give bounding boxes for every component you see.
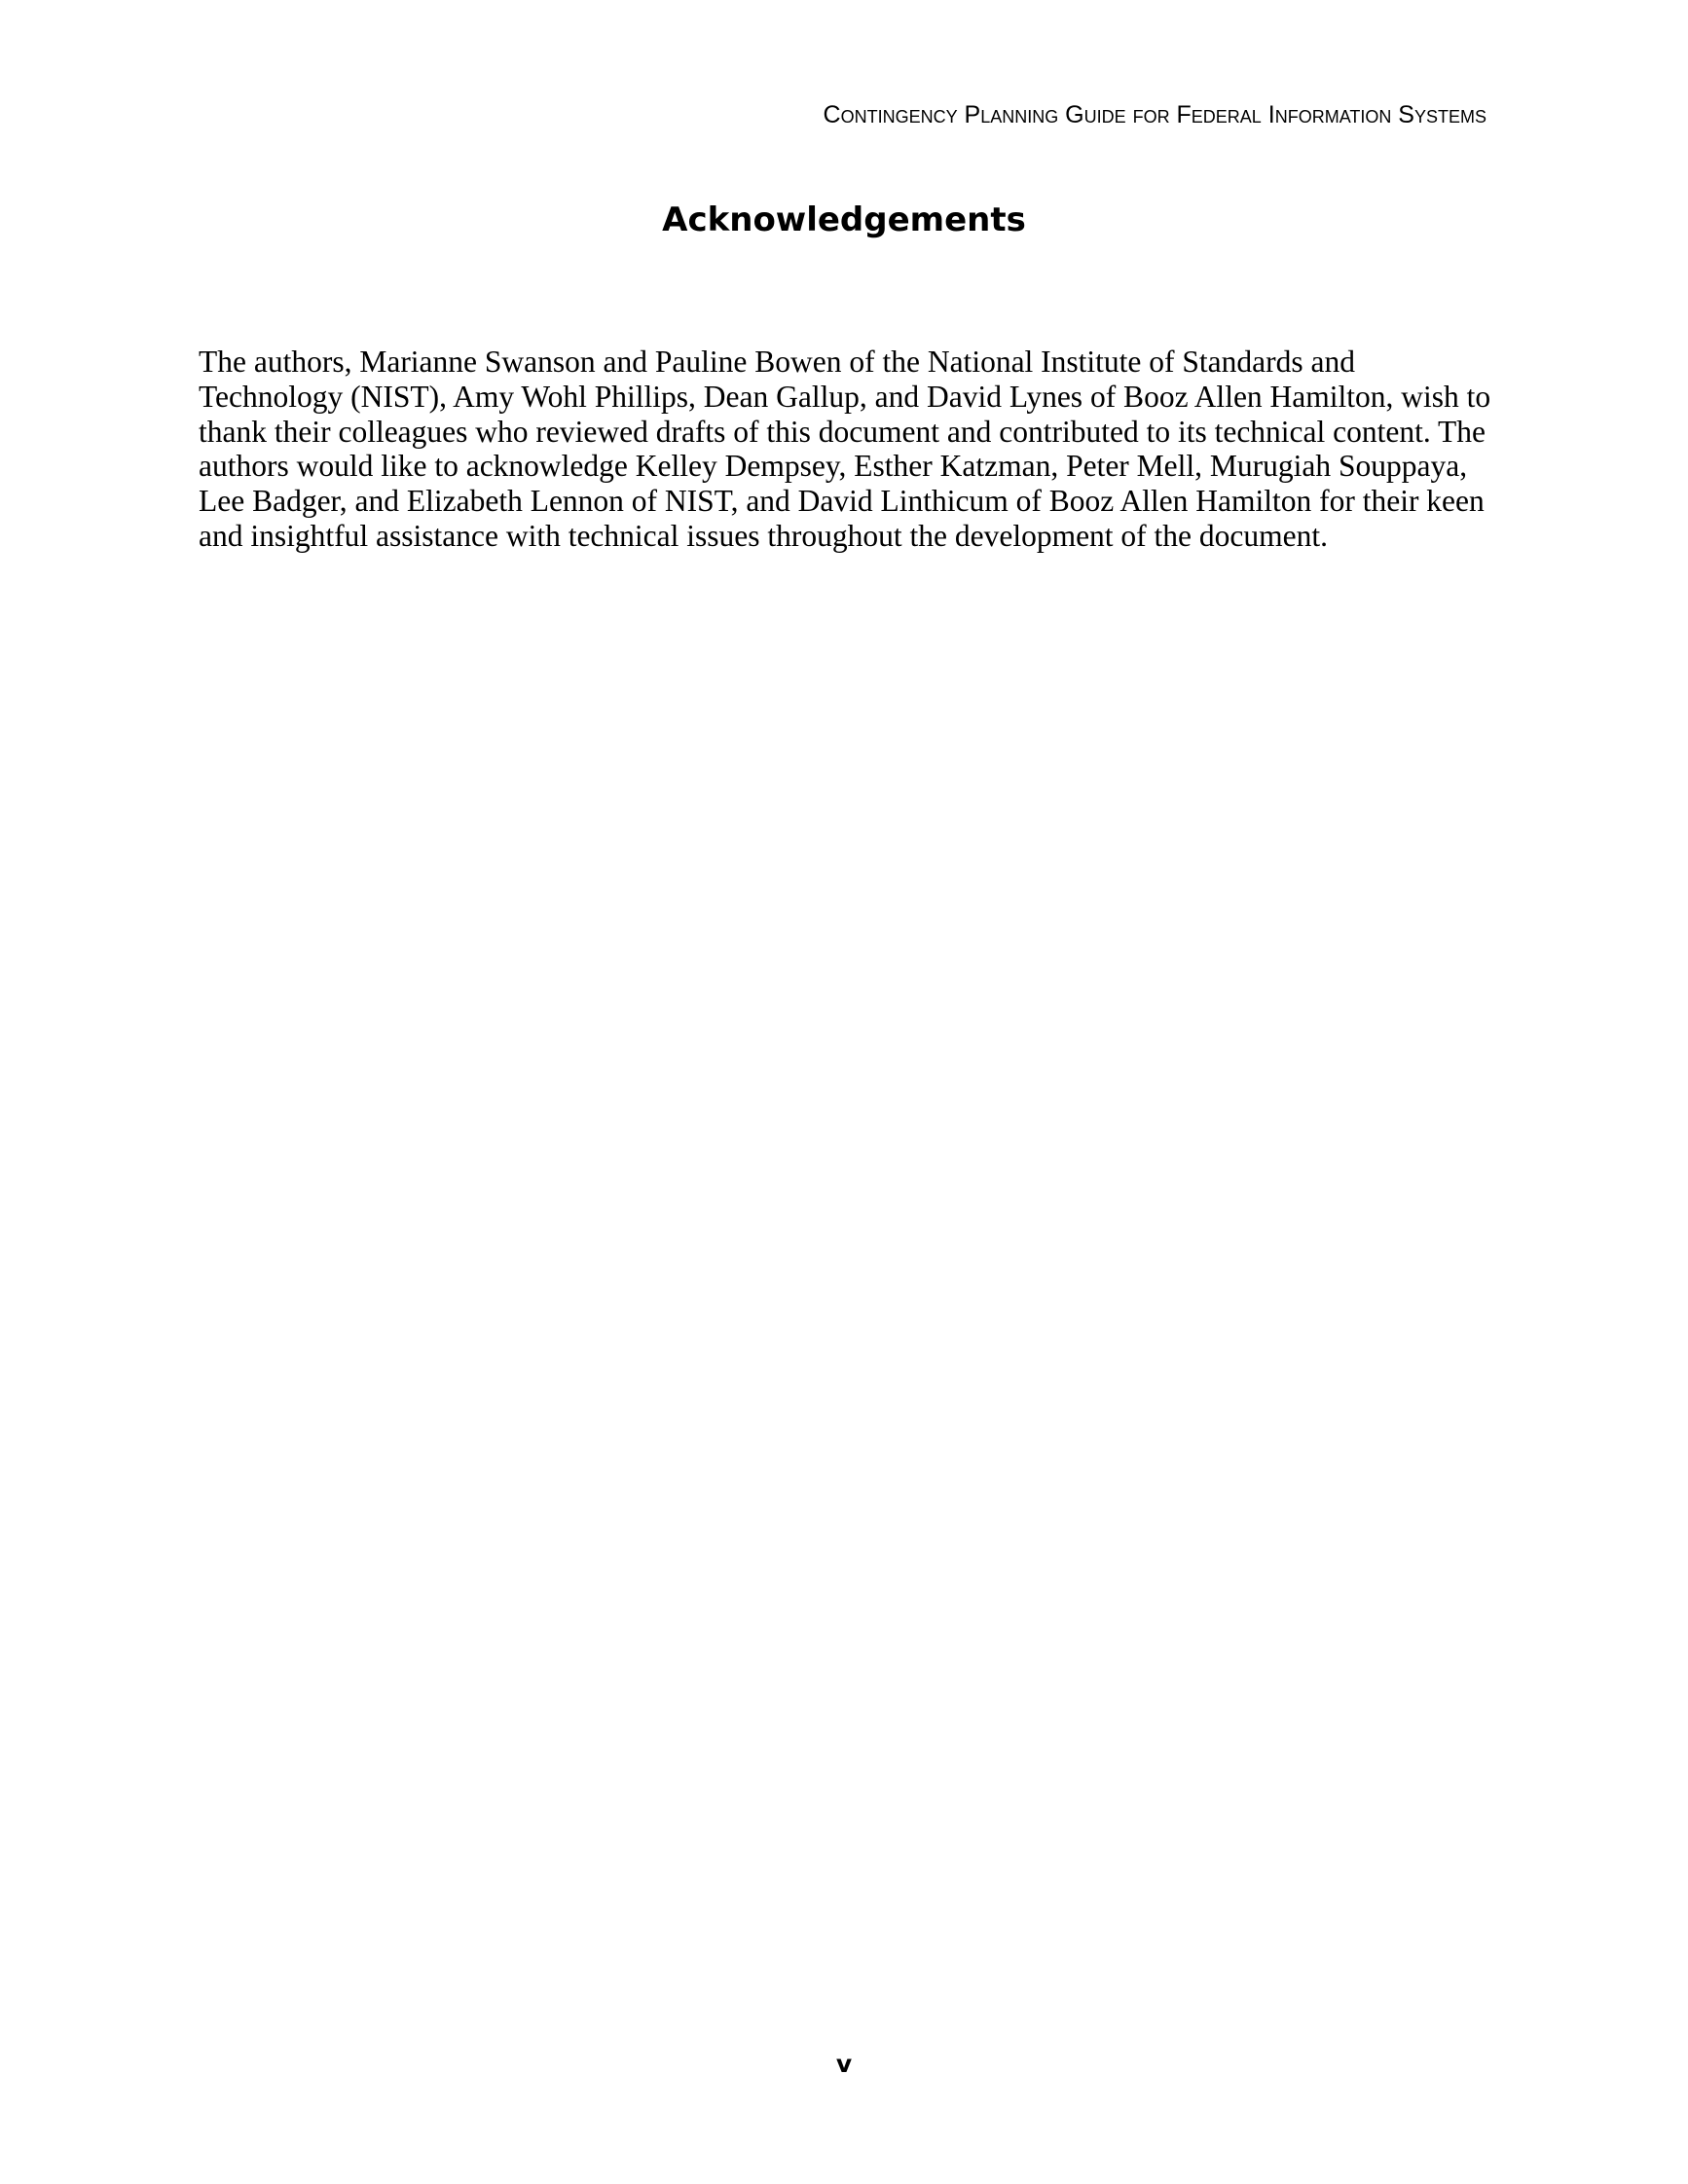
paragraph-line: and insightful assistance with technical issues throughout the development of the document. — [199, 518, 1328, 553]
paragraph-line: Lee Badger, and Elizabeth Lennon of NIST, and David Linthicum of Booz Allen Hamilton for their keen — [199, 484, 1485, 519]
page-number: v — [835, 2050, 853, 2078]
page-title: Acknowledgements — [662, 200, 1026, 239]
paragraph-line: Technology (NIST), Amy Wohl Phillips, Dean Gallup, and David Lynes of Booz Allen Hamilton, wish to — [199, 379, 1491, 414]
running-header: Contingency Planning Guide for Federal Information Systems — [823, 101, 1486, 128]
acknowledgements-paragraph — [199, 345, 1493, 554]
paragraph-line: The authors, Marianne Swanson and Pauline Bowen of the National Institute of Standards and — [199, 345, 1355, 379]
paragraph-line: thank their colleagues who reviewed drafts of this document and contributed to its technical content. The — [199, 414, 1486, 449]
paragraph-line: authors would like to acknowledge Kelley Dempsey, Esther Katzman, Peter Mell, Murugiah Souppaya, — [199, 449, 1468, 484]
